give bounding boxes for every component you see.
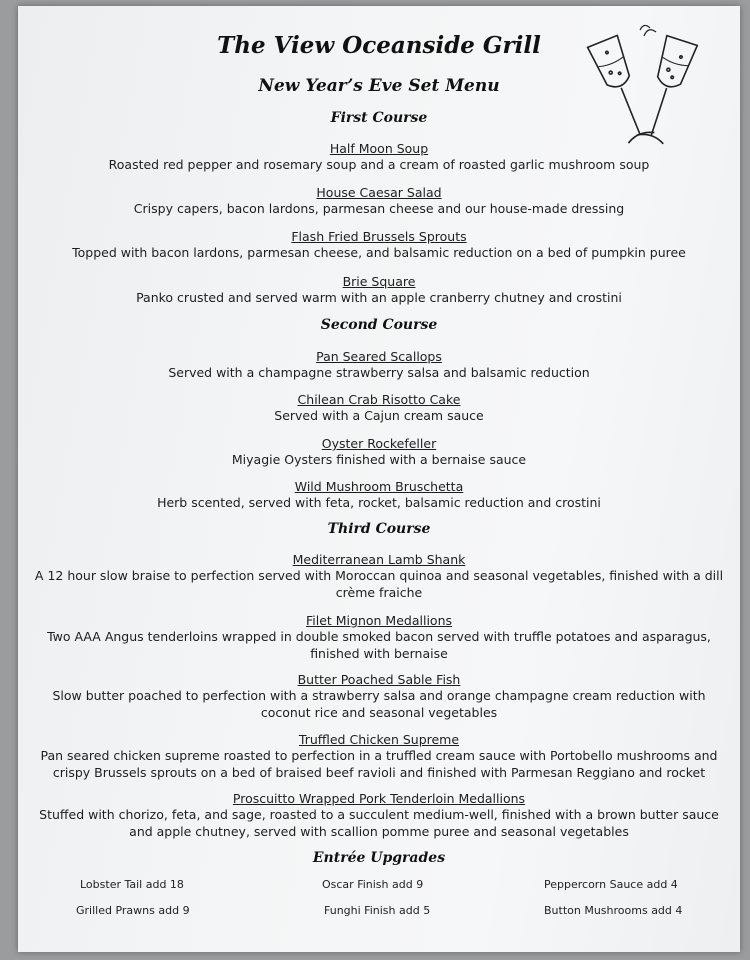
course-title-first: First Course <box>330 110 428 126</box>
dish-description: Two AAA Angus tenderloins wrapped in double smoked bacon served with truffle potatoes and asparagus, finished with bernaise <box>47 629 711 661</box>
dish-item <box>28 274 730 306</box>
dish-name: Butter Poached Sable Fish <box>297 672 461 687</box>
dish-description: Served with a Cajun cream sauce <box>274 408 484 423</box>
menu-page <box>18 6 740 952</box>
upgrade-item: Button Mushrooms add 4 <box>544 904 683 917</box>
menu-title: New Year’s Eve Set Menu <box>258 76 500 96</box>
dish-item <box>28 141 730 173</box>
dish-description: Herb scented, served with feta, rocket, balsamic reduction and crostini <box>157 495 601 510</box>
dish-item <box>28 672 730 721</box>
course-title-second: Second Course <box>320 317 438 333</box>
dish-name: Brie Square <box>342 274 416 289</box>
dish-description: A 12 hour slow braise to perfection served with Moroccan quinoa and seasonal vegetables, finished with a dill crème fraiche <box>34 568 724 600</box>
dish-description: Panko crusted and served warm with an apple cranberry chutney and crostini <box>136 290 622 305</box>
dish-description: Stuffed with chorizo, feta, and sage, roasted to a succulent medium-well, finished with a brown butter sauce and apple chutney, served with scallion pomme puree and seasonal vegetables <box>39 807 719 839</box>
dish-description: Roasted red pepper and rosemary soup and a cream of roasted garlic mushroom soup <box>108 157 650 172</box>
restaurant-name: The View Oceanside Grill <box>217 32 541 59</box>
dish-name: Truffled Chicken Supreme <box>298 732 460 747</box>
upgrade-item: Peppercorn Sauce add 4 <box>544 878 678 891</box>
dish-description: Topped with bacon lardons, parmesan cheese, and balsamic reduction on a bed of pumpkin puree <box>72 245 686 260</box>
dish-item <box>28 791 730 840</box>
dish-item <box>28 436 730 468</box>
dish-name: Wild Mushroom Bruschetta <box>294 479 464 494</box>
dish-name: Filet Mignon Medallions <box>305 613 453 628</box>
dish-item <box>28 392 730 424</box>
dish-description: Pan seared chicken supreme roasted to perfection in a truffled cream sauce with Portobello mushrooms and crispy Brussels sprouts on a bed of braised beef ravioli and finished with Parmesan Reggiano and rocket <box>40 748 718 780</box>
dish-name: Half Moon Soup <box>329 141 429 156</box>
dish-description: Miyagie Oysters finished with a bernaise sauce <box>231 452 527 467</box>
dish-item <box>28 552 730 601</box>
champagne-glasses-icon <box>566 20 716 160</box>
dish-description: Served with a champagne strawberry salsa and balsamic reduction <box>168 365 590 380</box>
dish-item <box>28 732 730 781</box>
dish-name: Oyster Rockefeller <box>321 436 437 451</box>
dish-name: Flash Fried Brussels Sprouts <box>291 229 467 244</box>
dish-name: Pan Seared Scallops <box>316 349 442 364</box>
dish-name: Chilean Crab Risotto Cake <box>297 392 461 407</box>
dish-description: Crispy capers, bacon lardons, parmesan cheese and our house-made dressing <box>133 201 625 216</box>
upgrades-title: Entrée Upgrades <box>312 850 446 866</box>
dish-name: House Caesar Salad <box>316 185 442 200</box>
dish-item <box>28 349 730 381</box>
course-title-third: Third Course <box>327 521 431 537</box>
dish-item <box>28 229 730 261</box>
upgrade-item: Oscar Finish add 9 <box>322 878 424 891</box>
dish-name: Mediterranean Lamb Shank <box>292 552 466 567</box>
upgrade-item: Lobster Tail add 18 <box>80 878 184 891</box>
dish-item <box>28 185 730 217</box>
dish-item <box>28 479 730 511</box>
dish-description: Slow butter poached to perfection with a strawberry salsa and orange champagne cream reduction with coconut rice and seasonal vegetables <box>52 688 706 720</box>
dish-name: Proscuitto Wrapped Pork Tenderloin Medallions <box>232 791 526 806</box>
upgrade-item: Funghi Finish add 5 <box>324 904 431 917</box>
upgrade-item: Grilled Prawns add 9 <box>76 904 190 917</box>
dish-item <box>28 613 730 662</box>
